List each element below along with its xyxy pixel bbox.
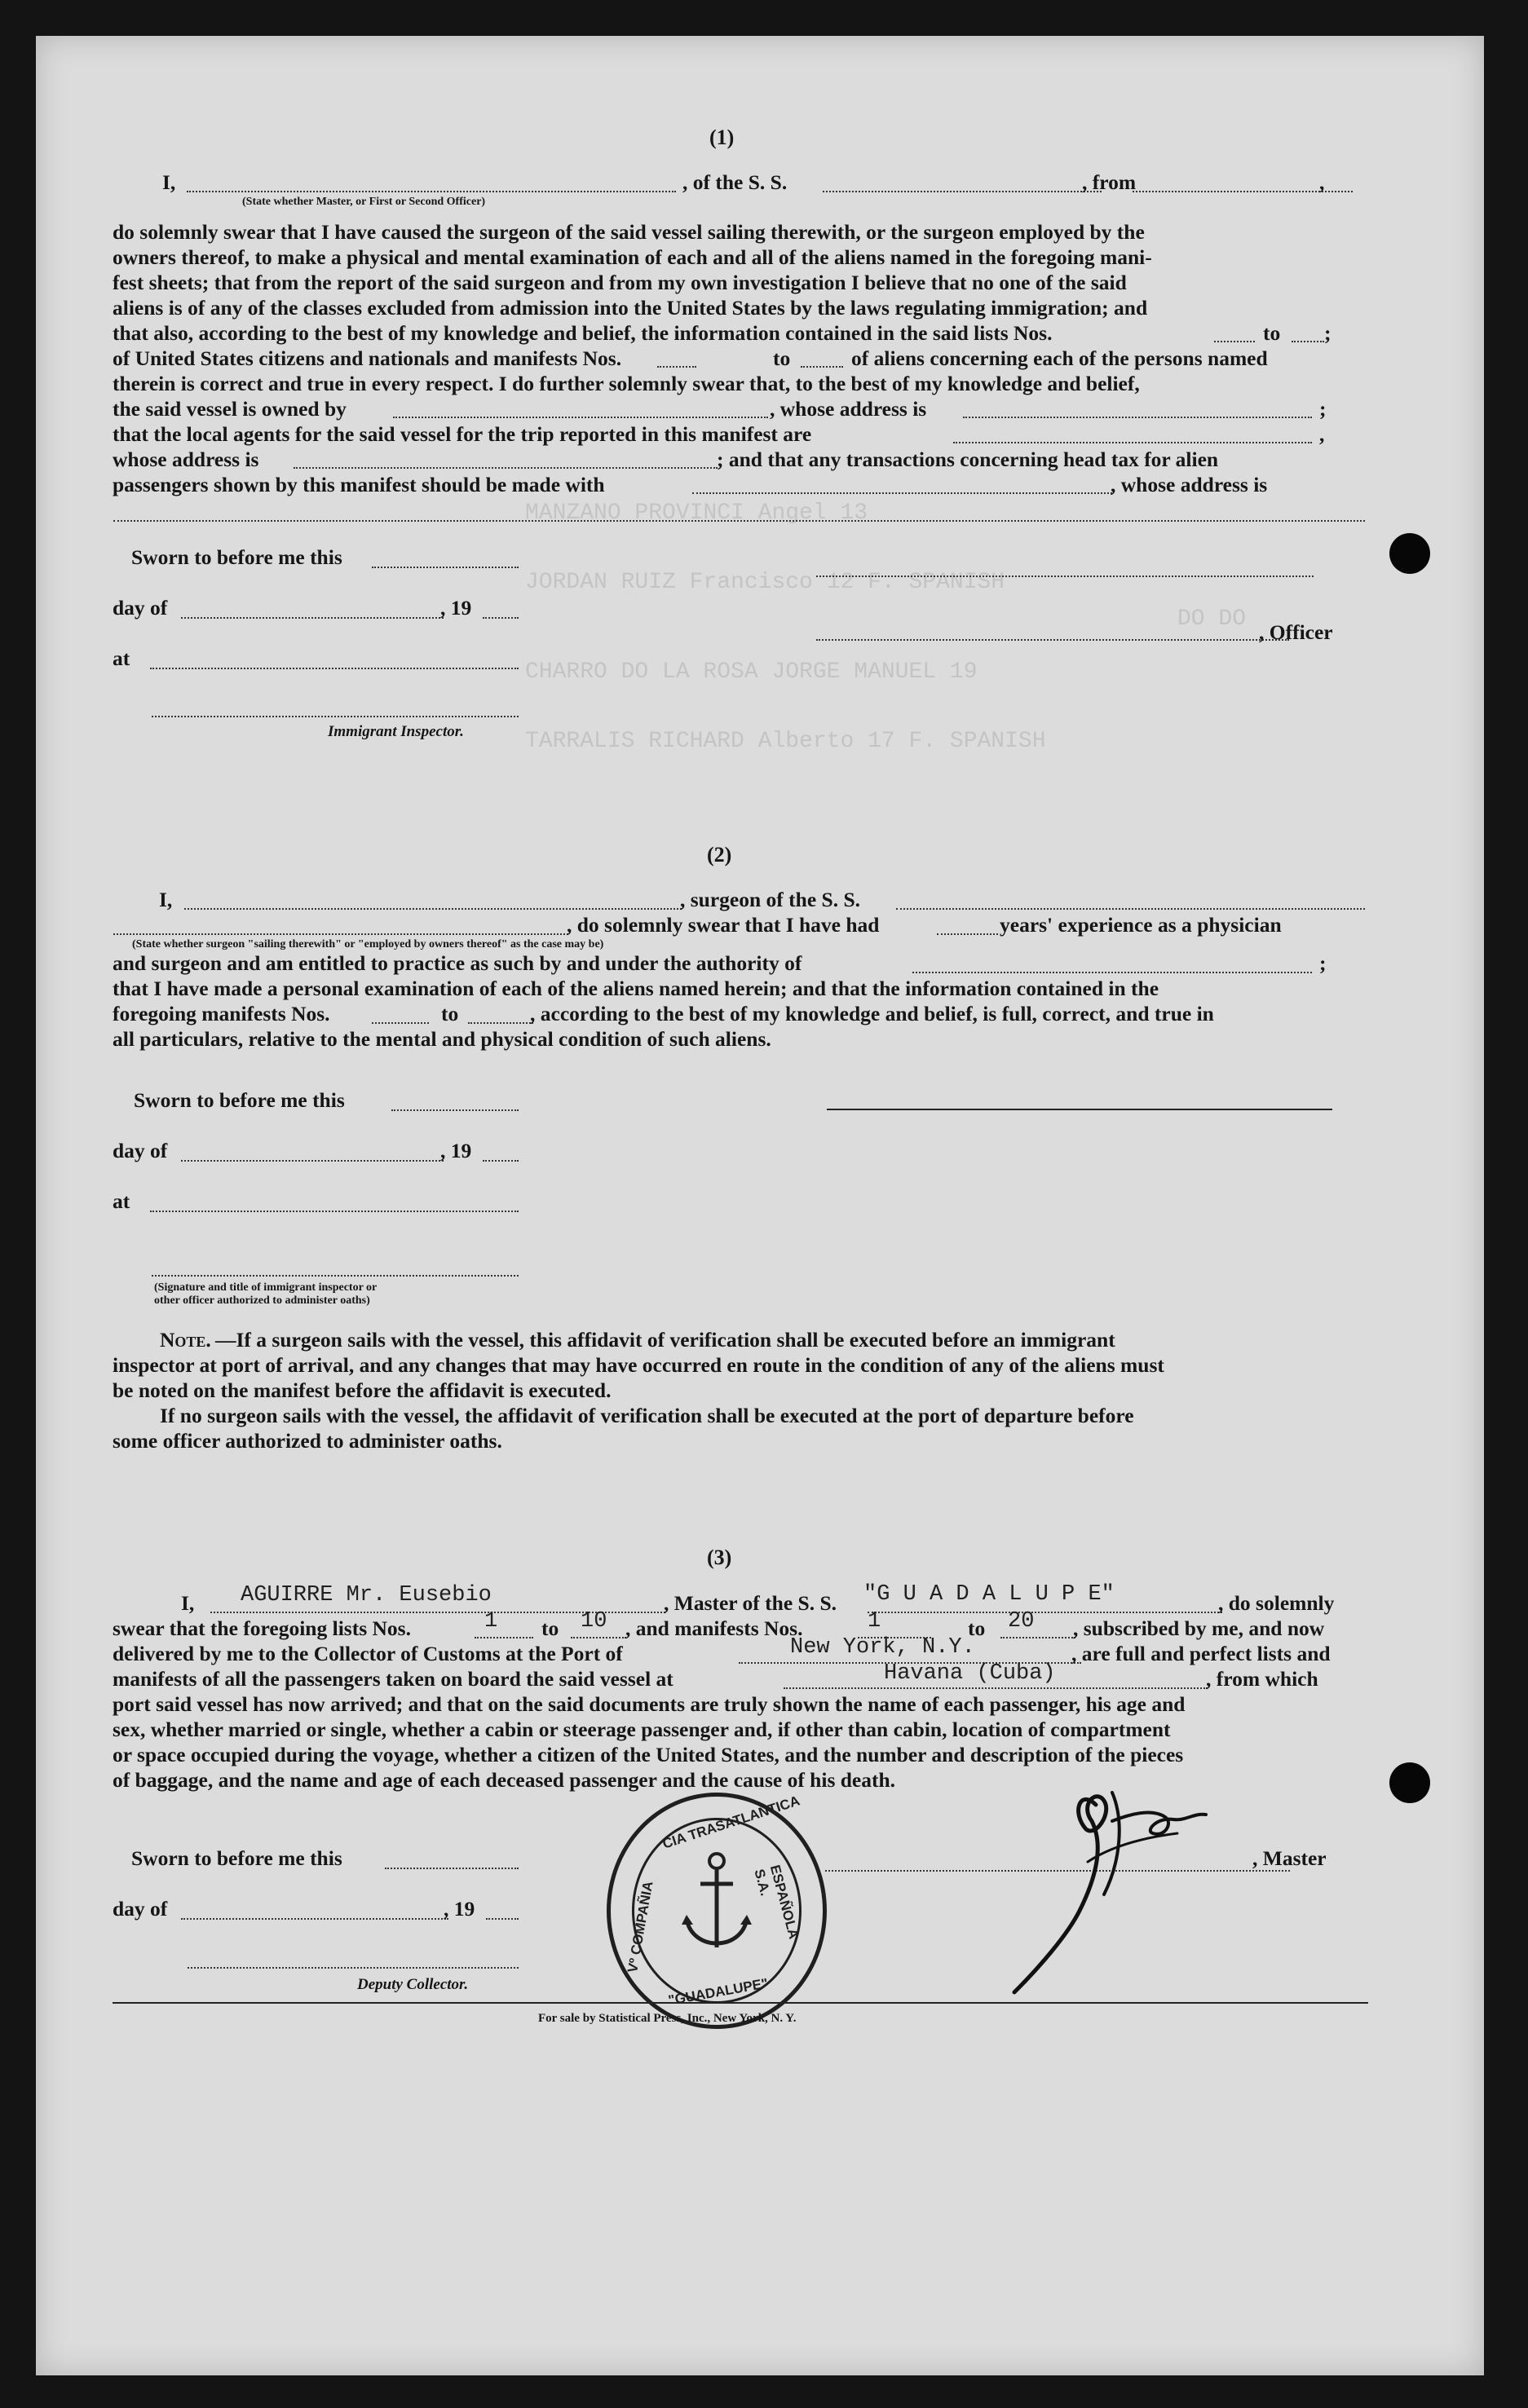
vessel-field[interactable] (868, 1612, 1222, 1613)
surgeon-name-field[interactable] (184, 908, 682, 910)
head-tax-field[interactable] (692, 492, 1112, 494)
day-of-label: day of (113, 1139, 168, 1162)
from-label: , from (1082, 170, 1137, 194)
s1-para-line: owners thereof, to make a physical and mental examination of each and all of the aliens named in the foregoing mani- (113, 245, 1152, 269)
manifests-of-label: manifests of all the passengers taken on board the said vessel at (113, 1667, 673, 1691)
role-hint: (State whether Master, or First or Second Officer) (242, 196, 486, 208)
label-I: I, (181, 1591, 195, 1615)
semicolon: ; (1324, 321, 1331, 345)
label-I: I, (159, 888, 173, 911)
manifests-from-field[interactable] (657, 366, 696, 368)
swear-lists-label: swear that the foregoing lists Nos. (113, 1616, 411, 1640)
departure-value: Havana (Cuba) (884, 1661, 1056, 1686)
sig-hint: other officer authorized to administer oaths) (154, 1294, 370, 1307)
month-field[interactable] (181, 617, 444, 619)
day-of-label: day of (113, 596, 168, 620)
year-field[interactable] (483, 1160, 519, 1162)
at-label: at (113, 646, 130, 670)
anchor-icon (680, 1850, 753, 1964)
authority-field[interactable] (912, 972, 1312, 973)
manifest-to-value: 20 (1008, 1609, 1035, 1634)
list-from-value: 1 (484, 1609, 498, 1634)
according-label: , according to the best of my knowledge and belief, is full, correct, and true in (530, 1002, 1214, 1025)
s1-para-line: whose address is (113, 448, 259, 471)
vessel-value: "G U A D A L U P E" (863, 1582, 1115, 1607)
agents-address-field[interactable] (294, 467, 718, 469)
collector-label: Deputy Collector. (357, 1976, 469, 1993)
surgeon-signature-line[interactable] (827, 1109, 1332, 1110)
surgeon-status-field[interactable] (113, 933, 568, 935)
semicolon: ; (1319, 397, 1327, 421)
year-label: , 19 (444, 1897, 475, 1921)
day-of-label: day of (113, 1897, 168, 1921)
head-tax-address-field[interactable] (113, 520, 1365, 522)
bleed-text: MANZANO PROVINCI Angel 13 (525, 501, 868, 526)
list-to-value: 10 (581, 1609, 607, 1634)
note-label: Note. (160, 1328, 211, 1352)
manifests-to-field[interactable] (801, 366, 843, 368)
master-name-field[interactable] (187, 191, 676, 192)
sworn-label: Sworn to before me this (131, 545, 342, 569)
lists-from-field[interactable] (1214, 341, 1255, 342)
label-I: I, (162, 170, 176, 194)
comma: , (1319, 422, 1325, 446)
s1-para-line: therein is correct and true in every respect. I do further solemnly swear that, to the best of my knowledge and belief, (113, 372, 1140, 395)
master-name-value: AGUIRRE Mr. Eusebio (241, 1583, 492, 1608)
semicolon: ; (1319, 951, 1327, 975)
from-which-label: , from which (1206, 1667, 1318, 1691)
footer-text: For sale by Statistical Press, Inc., New York, N. Y. (538, 2012, 797, 2025)
sig-hint: (Signature and title of immigrant inspector or (154, 1281, 378, 1294)
year-label: , 19 (440, 1139, 472, 1162)
years-field[interactable] (937, 933, 998, 935)
list-to-field[interactable] (571, 1637, 626, 1638)
s1-para-line: do solemnly swear that I have caused the surgeon of the said vessel sailing therewith, or the surgeon employed by the (113, 220, 1145, 244)
surgeon-hint: (State whether surgeon "sailing therewith" or "employed by owners thereof" as the case may be) (132, 938, 604, 950)
bleed-text: DO DO (1177, 606, 1247, 632)
master-label: , Master (1252, 1846, 1327, 1870)
collector-signature-line[interactable] (188, 1967, 519, 1969)
sworn-label: Sworn to before me this (131, 1846, 342, 1870)
section-1-number: (1) (709, 126, 735, 149)
punch-hole (1389, 1762, 1430, 1803)
document-page (36, 36, 1484, 2375)
s3-line: or space occupied during the voyage, whether a citizen of the United States, and the number and description of the pieces (113, 1743, 1184, 1766)
lists-to-field[interactable] (1292, 341, 1324, 342)
s1-para-line: that the local agents for the said vessel for the trip reported in this manifest are (113, 422, 812, 446)
sworn-label: Sworn to before me this (134, 1088, 345, 1112)
officer-signature-line[interactable] (152, 1275, 519, 1277)
s1-para-line: the said vessel is owned by (113, 397, 347, 421)
whose-address-label: , whose address is (1111, 473, 1268, 496)
year-label: , 19 (440, 596, 472, 620)
to-label: to (1263, 321, 1281, 345)
master-signature (990, 1756, 1259, 2000)
officer-extra-line[interactable] (816, 576, 1314, 577)
port-value: New York, N.Y. (790, 1635, 975, 1660)
footer-rule (113, 2002, 1368, 2004)
section-2-number: (2) (707, 843, 732, 867)
at-field[interactable] (150, 668, 519, 669)
s1-para-line: that also, according to the best of my knowledge and belief, the information contained in the said lists Nos. (113, 321, 1053, 345)
and-manifests-label: , and manifests Nos. (625, 1616, 803, 1640)
officer-signature-line[interactable] (816, 639, 1289, 641)
month-field[interactable] (181, 1918, 448, 1920)
owner-address-field[interactable] (963, 417, 1312, 418)
punch-hole (1389, 533, 1430, 574)
foregoing-label: foregoing manifests Nos. (113, 1002, 330, 1025)
swear-label: , do solemnly swear that I have had (567, 913, 880, 937)
to-label: to (541, 1616, 559, 1640)
departure-field[interactable] (784, 1687, 1208, 1689)
manifest-from-value: 1 (868, 1609, 881, 1634)
s1-para-line: fest sheets; that from the report of the said surgeon and from my own investigation I believe that no one of the said (113, 271, 1127, 294)
particulars-line: all particulars, relative to the mental and physical condition of such aliens. (113, 1027, 771, 1051)
years-label: years' experience as a physician (1000, 913, 1282, 937)
comma: , (1319, 170, 1325, 194)
head-tax-label: ; and that any transactions concerning head tax for alien (717, 448, 1219, 471)
agents-field[interactable] (953, 442, 1312, 443)
year-field[interactable] (486, 1918, 519, 1920)
list-from-field[interactable] (475, 1637, 533, 1638)
inspector-signature-line[interactable] (152, 716, 519, 717)
delivered-label: delivered by me to the Collector of Customs at the Port of (113, 1642, 623, 1665)
surgeon-vessel-field[interactable] (896, 908, 1365, 910)
at-field[interactable] (150, 1211, 519, 1212)
subscribed-label: , subscribed by me, and now (1073, 1616, 1325, 1640)
to-label: to (773, 346, 791, 370)
vessel-field[interactable] (823, 191, 1102, 192)
inspector-label: Immigrant Inspector. (328, 723, 464, 740)
stamp-text: "GUADALUPE" (667, 1975, 770, 2009)
s1-para-line: of United States citizens and nationals and manifests Nos. (113, 346, 622, 370)
sworn-day-field[interactable] (391, 1109, 519, 1111)
of-ss-label: , of the S. S. (682, 170, 788, 194)
year-field[interactable] (483, 617, 519, 619)
note-line: inspector at port of arrival, and any changes that may have occurred en route in the condition of any of the aliens must (113, 1353, 1164, 1377)
note-line: If no surgeon sails with the vessel, the affidavit of verification shall be executed at the port of departure before (160, 1404, 1134, 1427)
surgeon-of-label: , surgeon of the S. S. (680, 888, 861, 911)
note-line: some officer authorized to administer oaths. (113, 1429, 502, 1453)
s3-line: sex, whether married or single, whether a cabin or steerage passenger and, if other than cabin, location of compartment (113, 1718, 1171, 1741)
bleed-text: JORDAN RUIZ Francisco 12 F. SPANISH (525, 570, 1005, 595)
month-field[interactable] (181, 1160, 444, 1162)
manifest-to-field[interactable] (1000, 1637, 1075, 1638)
officer-label: , Officer (1259, 620, 1333, 644)
s3-line: of baggage, and the name and age of each deceased passenger and the cause of his death. (113, 1768, 896, 1792)
note-line: —If a surgeon sails with the vessel, this affidavit of verification shall be executed before an immigrant (215, 1328, 1115, 1352)
of-aliens-label: of aliens concerning each of the persons named (851, 346, 1268, 370)
sworn-day-field[interactable] (372, 567, 519, 568)
stamp-text: ESPAÑOLA S.A. (751, 1863, 802, 1941)
do-solemnly-label: , do solemnly (1218, 1591, 1335, 1615)
whose-address-label: , whose address is (770, 397, 927, 421)
s1-para-line: aliens is of any of the classes excluded from admission into the United States by the laws regulating immigration; and (113, 296, 1148, 320)
s2-manifest-from-field[interactable] (372, 1022, 429, 1024)
authority-label: and surgeon and am entitled to practice as such by and under the authority of (113, 951, 802, 975)
to-label: to (968, 1616, 986, 1640)
exam-line: that I have made a personal examination of each of the aliens named herein; and that the information contained in the (113, 977, 1159, 1000)
to-label: to (441, 1002, 459, 1025)
s2-manifest-to-field[interactable] (468, 1022, 533, 1024)
s3-line: port said vessel has now arrived; and that on the said documents are truly shown the name of each passenger, his age and (113, 1692, 1186, 1716)
bleed-text: CHARRO DO LA ROSA JORGE MANUEL 19 (525, 659, 978, 685)
sworn-day-field[interactable] (385, 1868, 519, 1869)
owner-field[interactable] (393, 417, 768, 418)
stamp-text: Vº COMPAÑIA (625, 1880, 656, 1974)
at-label: at (113, 1189, 130, 1213)
section-3-number: (3) (707, 1546, 732, 1569)
bleed-text: TARRALIS RICHARD Alberto 17 F. SPANISH (525, 729, 1046, 754)
s1-para-line: passengers shown by this manifest should be made with (113, 473, 605, 496)
note-line: be noted on the manifest before the affidavit is executed. (113, 1378, 612, 1402)
company-stamp (607, 1793, 827, 2029)
master-of-label: , Master of the S. S. (664, 1591, 837, 1615)
full-label: , are full and perfect lists and (1071, 1642, 1331, 1665)
stamp-text: CIA TRASATLANTICA (660, 1793, 802, 1852)
